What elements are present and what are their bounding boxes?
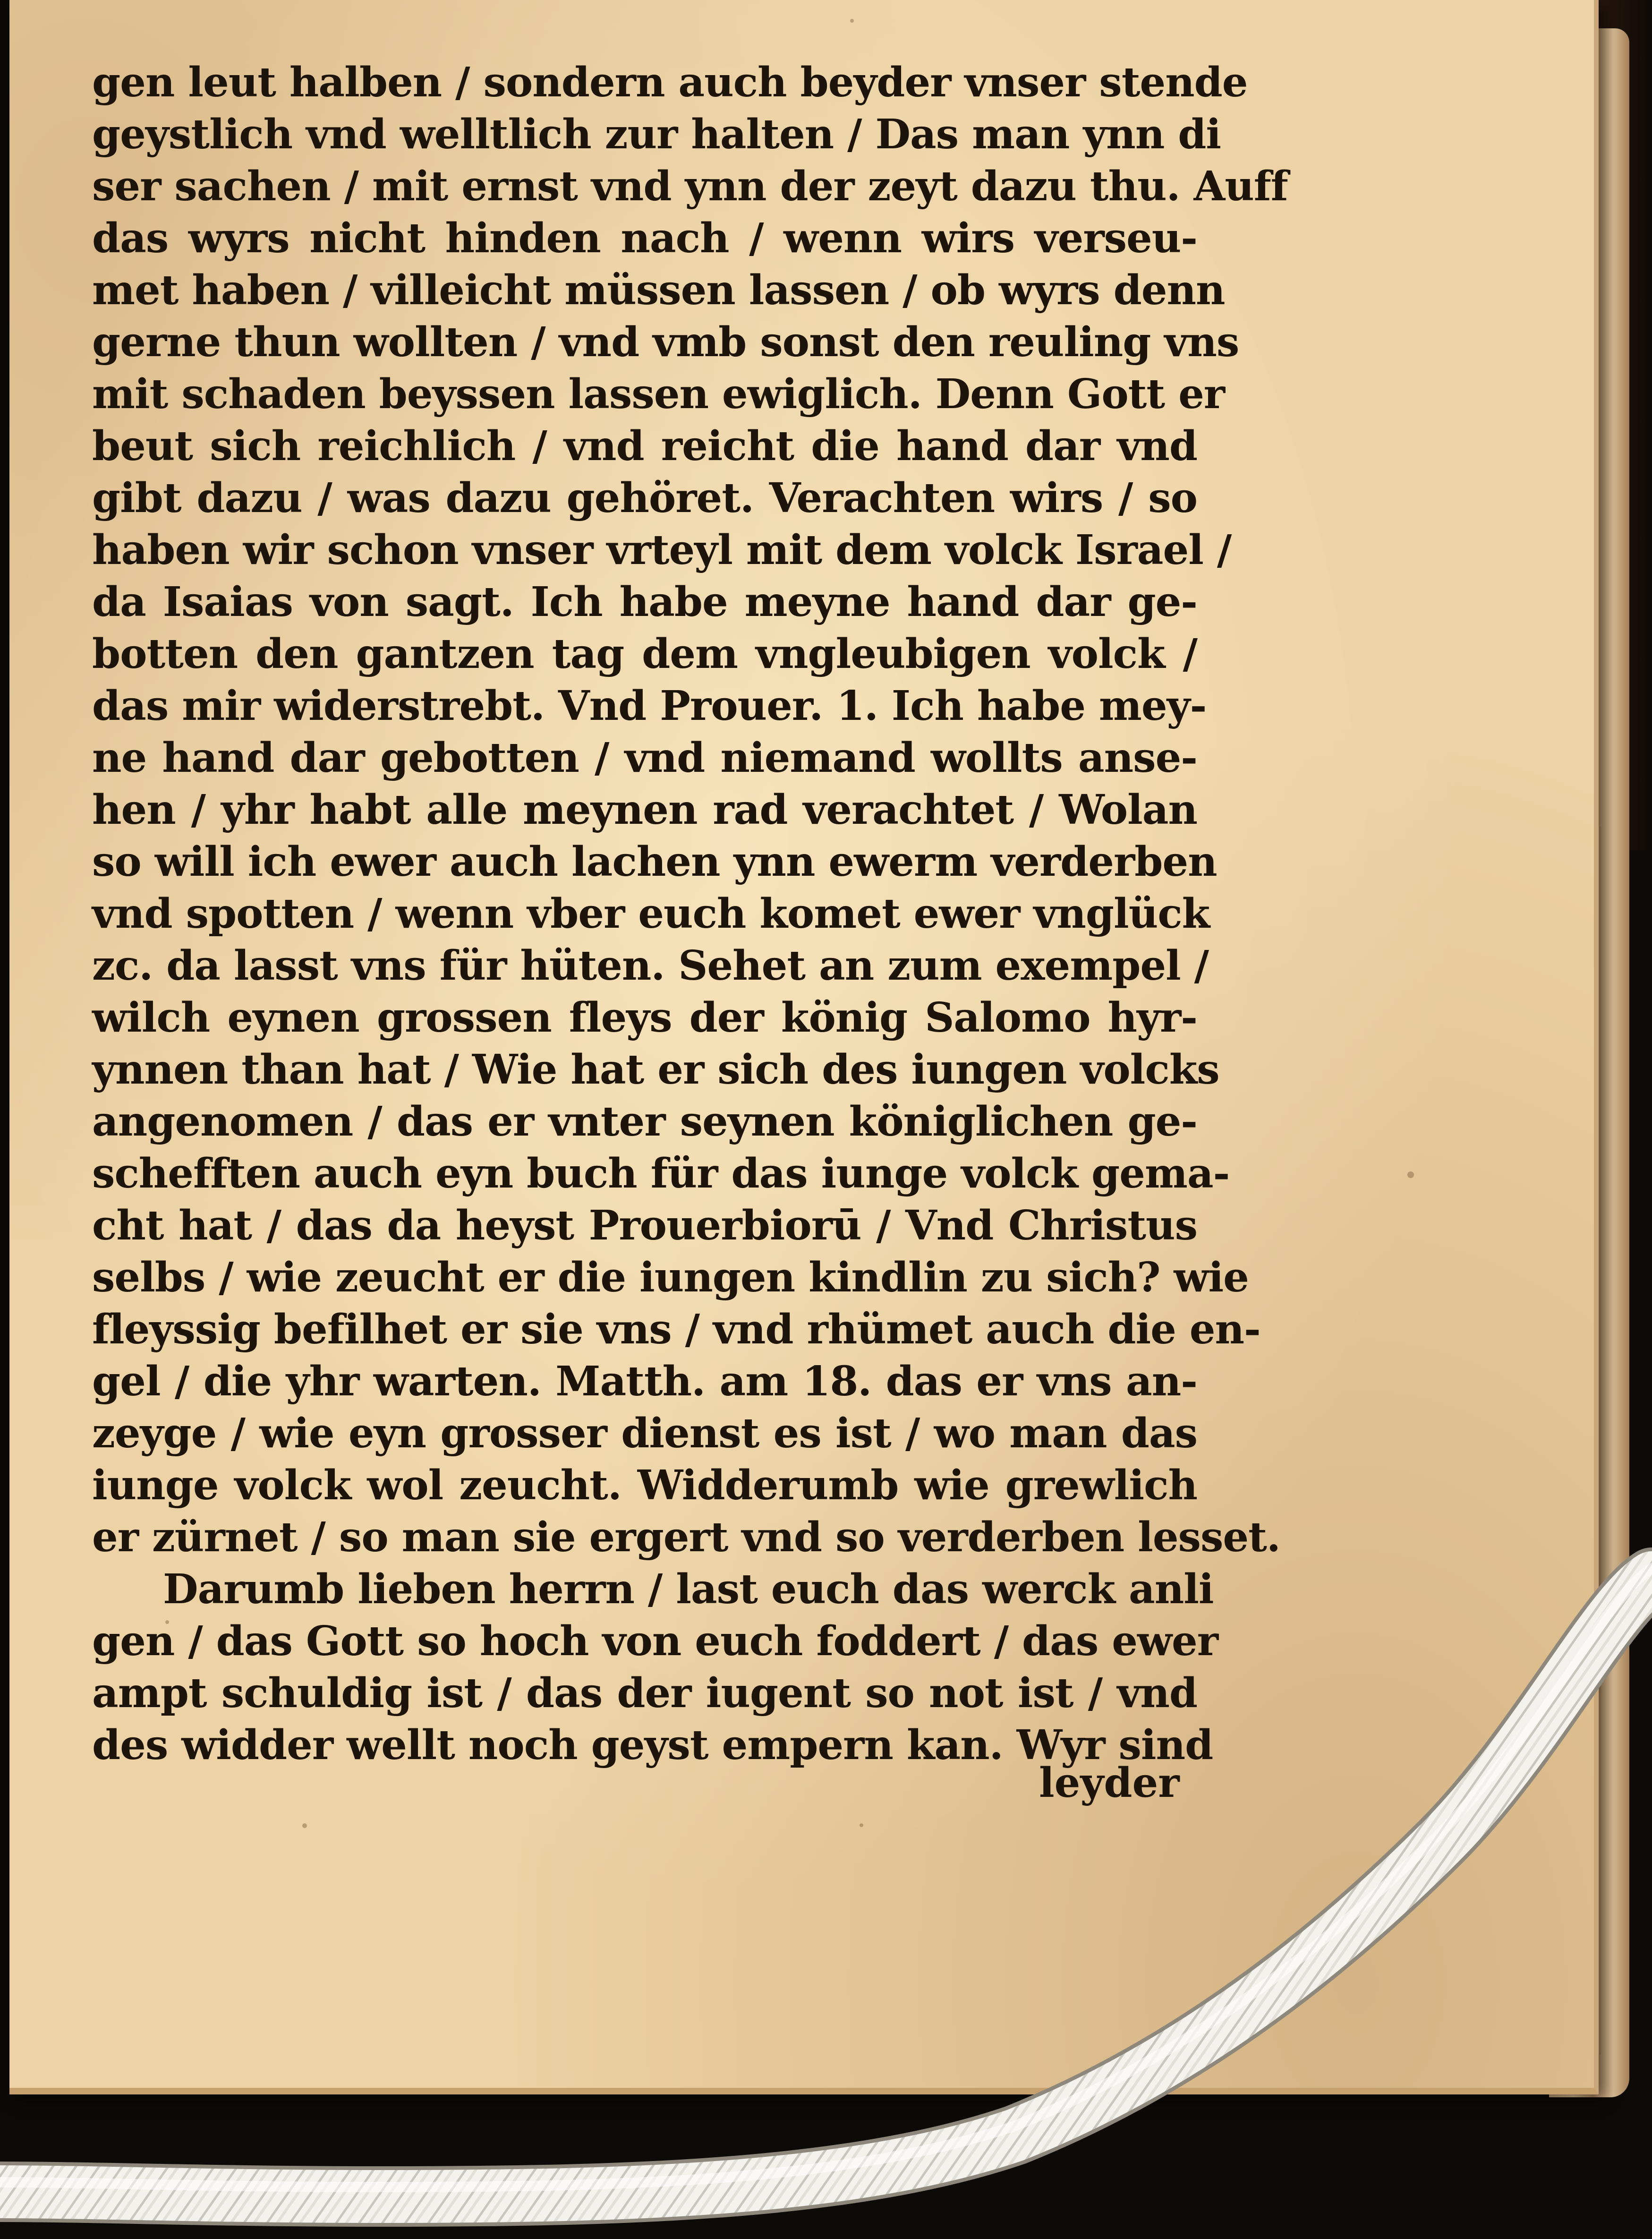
text-line: schefften auch eyn buch für das iunge volck gema- <box>92 1150 1230 1197</box>
text-line: des widder wellt noch geyst empern kan. Wyr sind <box>92 1721 1213 1769</box>
text-line-paragraph-start: Darumb lieben herrn / last euch das werck anli <box>163 1565 1214 1613</box>
text-line-paragraph-end: er zürnet / so man sie ergert vnd so verderben lesset. <box>92 1513 1280 1561</box>
text-line: ampt schuldig ist / das der iugent so not ist / vnd <box>92 1669 1197 1717</box>
text-line: gerne thun wollten / vnd vmb sonst den reuling vns <box>92 318 1239 366</box>
text-line: das mir widerstrebt. Vnd Prouer. 1. Ich habe mey- <box>92 682 1207 730</box>
text-line: iunge volck wol zeucht. Widderumb wie grewlich <box>92 1461 1197 1509</box>
text-line: vnd spotten / wenn vber euch komet ewer vnglück <box>92 890 1210 938</box>
text-line: beut sich reichlich / vnd reicht die hand dar vnd <box>92 422 1197 470</box>
text-line: geystlich vnd welltlich zur halten / Das man ynn di <box>92 111 1221 158</box>
text-line: cht hat / das da heyst Prouerbiorū / Vnd Christus <box>92 1202 1197 1249</box>
book-page <box>9 0 1599 2094</box>
text-line: zc. da lasst vns für hüten. Sehet an zum exempel / <box>92 942 1209 990</box>
catchword: leyder <box>1039 1759 1180 1807</box>
text-line: da Isaias von sagt. Ich habe meyne hand dar ge- <box>92 578 1197 626</box>
text-line: mit schaden beyssen lassen ewiglich. Denn Gott er <box>92 370 1225 418</box>
text-line: gibt dazu / was dazu gehöret. Verachten wirs / so <box>92 474 1197 522</box>
text-line: ser sachen / mit ernst vnd ynn der zeyt dazu thu. Auff <box>92 162 1288 210</box>
text-line: so will ich ewer auch lachen ynn ewerm verderben <box>92 838 1217 886</box>
text-line: gen / das Gott so hoch von euch foddert / das ewer <box>92 1617 1218 1665</box>
text-line: gen leut halben / sondern auch beyder vnser stende <box>92 59 1248 106</box>
text-line: gel / die yhr warten. Matth. am 18. das er vns an- <box>92 1358 1197 1405</box>
text-line: haben wir schon vnser vrteyl mit dem volck Israel / <box>92 526 1232 574</box>
text-line: wilch eynen grossen fleys der könig Salomo hyr- <box>92 994 1197 1042</box>
text-line: angenomen / das er vnter seynen königlichen ge- <box>92 1098 1197 1145</box>
text-line: selbs / wie zeucht er die iungen kindlin zu sich? wie <box>92 1254 1249 1301</box>
text-line: das wyrs nicht hinden nach / wenn wirs verseu- <box>92 214 1197 262</box>
text-line: ne hand dar gebotten / vnd niemand wollts anse- <box>92 734 1197 782</box>
text-line: met haben / villeicht müssen lassen / ob wyrs denn <box>92 266 1225 314</box>
text-line: botten den gantzen tag dem vngleubigen volck / <box>92 630 1197 678</box>
text-line: ynnen than hat / Wie hat er sich des iungen volcks <box>92 1046 1219 1094</box>
text-line: zeyge / wie eyn grosser dienst es ist / wo man das <box>92 1410 1197 1457</box>
text-block <box>92 57 1288 1771</box>
text-line: fleyssig befilhet er sie vns / vnd rhümet auch die en- <box>92 1306 1260 1353</box>
text-line: hen / yhr habt alle meynen rad verachtet / Wolan <box>92 786 1197 834</box>
